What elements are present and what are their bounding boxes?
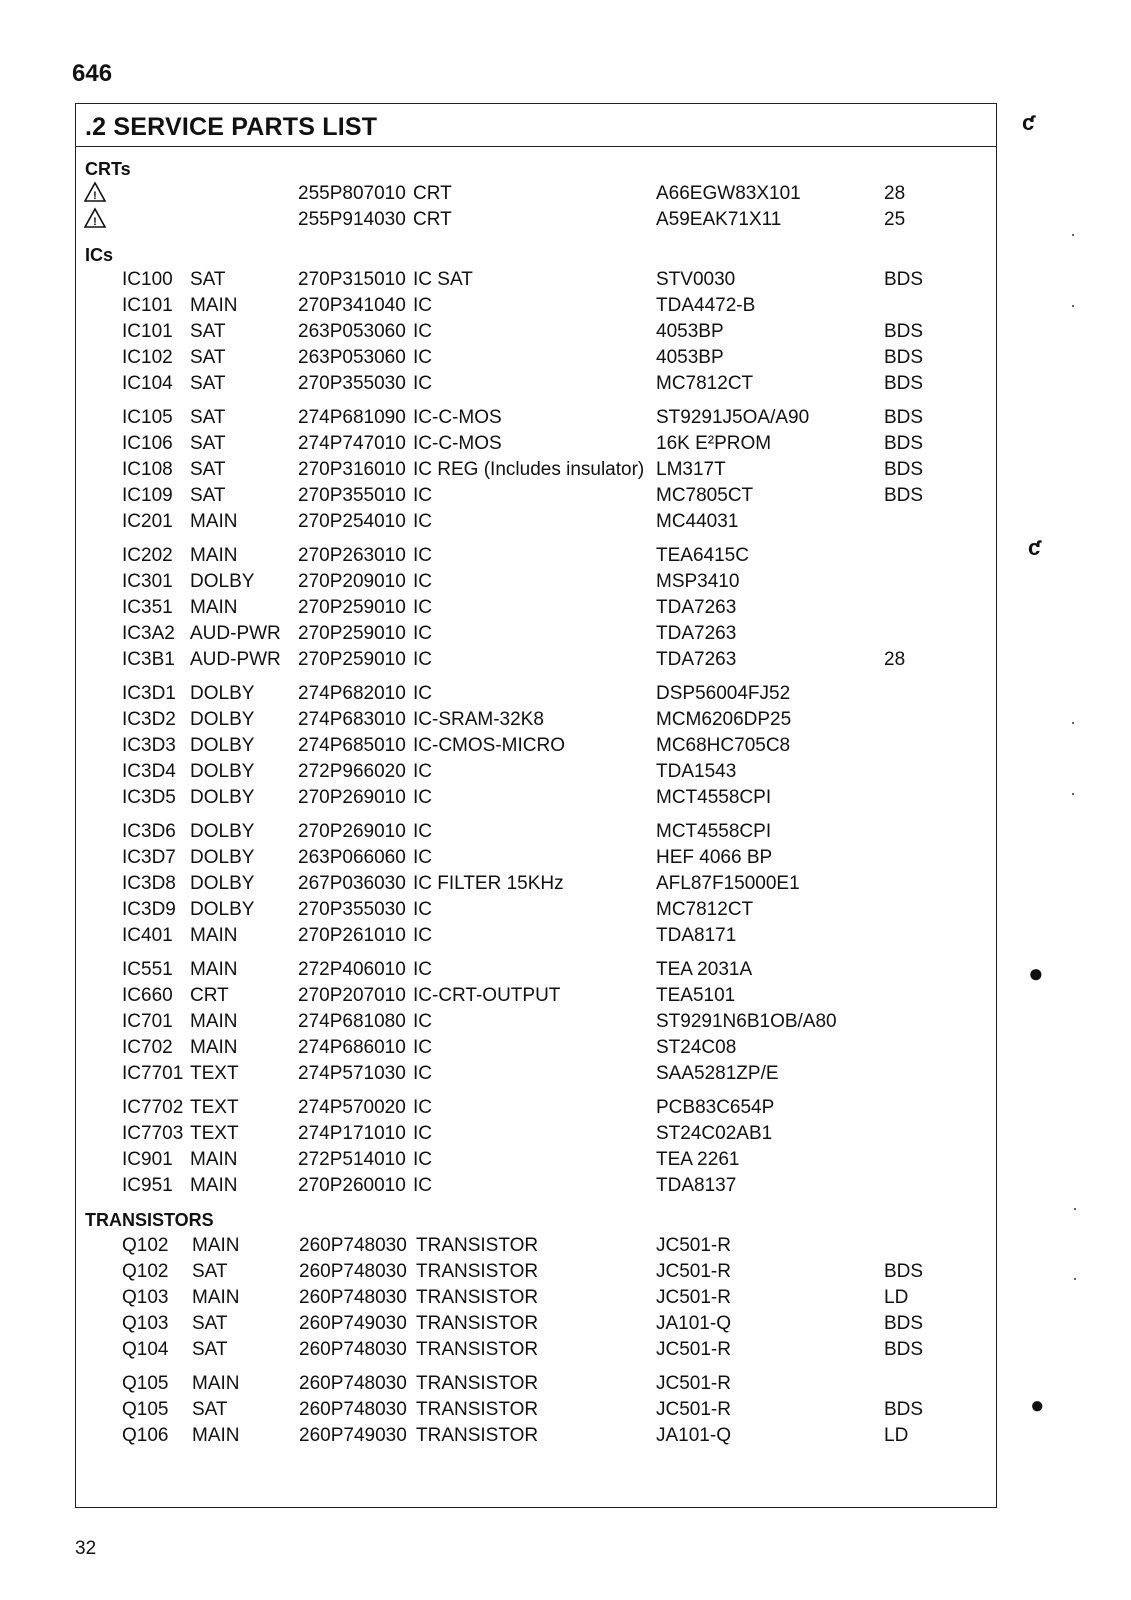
device-type: MCT4558CPI [656, 821, 772, 842]
device-type: STV0030 [656, 269, 736, 290]
note-code: BDS [884, 1313, 924, 1334]
reference-designator: IC702 [122, 1037, 173, 1058]
reference-designator: IC105 [122, 407, 173, 428]
reference-designator: IC109 [122, 485, 173, 506]
reference-designator: Q102 [122, 1235, 169, 1256]
device-type: TDA8137 [656, 1175, 737, 1196]
reference-designator: IC3D4 [122, 761, 176, 782]
parts-list-frame [75, 103, 997, 1508]
device-type: MC68HC705C8 [656, 735, 791, 756]
note-code: BDS [884, 347, 924, 368]
part-description: IC [413, 623, 432, 644]
svg-text:!: ! [93, 216, 97, 228]
board-name: SAT [190, 373, 226, 394]
part-number: 263P053060 [298, 347, 406, 368]
device-type: A59EAK71X11 [656, 209, 782, 230]
part-number: 270P341040 [298, 295, 406, 316]
ics-row [76, 959, 996, 983]
part-number: 274P681090 [298, 407, 406, 428]
board-name: DOLBY [190, 735, 255, 756]
part-number: 270P259010 [298, 623, 406, 644]
note-code: 25 [884, 209, 906, 230]
part-number: 274P685010 [298, 735, 406, 756]
ics-row [76, 545, 996, 569]
board-name: DOLBY [190, 709, 255, 730]
note-code: BDS [884, 407, 924, 428]
board-name: SAT [192, 1313, 228, 1334]
ics-row [76, 407, 996, 431]
part-description: IC [413, 1063, 432, 1084]
note-code: BDS [884, 485, 924, 506]
part-number: 270P259010 [298, 649, 406, 670]
part-description: TRANSISTOR [416, 1261, 539, 1282]
device-type: TDA4472-B [656, 295, 756, 316]
part-description: IC REG (Includes insulator) [413, 459, 645, 480]
device-type: AFL87F15000E1 [656, 873, 800, 894]
board-name: TEXT [190, 1123, 239, 1144]
board-name: DOLBY [190, 899, 255, 920]
device-type: SAA5281ZP/E [656, 1063, 779, 1084]
device-type: JC501-R [656, 1287, 731, 1308]
board-name: MAIN [192, 1425, 240, 1446]
board-name: DOLBY [190, 873, 255, 894]
part-number: 272P966020 [298, 761, 406, 782]
board-name: DOLBY [190, 787, 255, 808]
device-type: JA101-Q [656, 1313, 731, 1334]
binder-hole-mark: ● [1028, 958, 1044, 988]
transistors-row [76, 1373, 996, 1397]
reference-designator: IC202 [122, 545, 173, 566]
part-number: 274P171010 [298, 1123, 406, 1144]
device-type: TDA7263 [656, 597, 737, 618]
board-name: MAIN [190, 1037, 238, 1058]
ics-heading: ICs [85, 245, 114, 265]
board-name: MAIN [190, 511, 238, 532]
title-bar [76, 104, 996, 147]
part-description: IC [413, 899, 432, 920]
scan-speck [1072, 305, 1074, 307]
board-name: DOLBY [190, 571, 255, 592]
part-number: 260P748030 [299, 1235, 407, 1256]
device-type: JC501-R [656, 1339, 731, 1360]
reference-designator: IC3B1 [122, 649, 175, 670]
transistors-row [76, 1287, 996, 1311]
device-type: HEF 4066 BP [656, 847, 773, 868]
ics-row [76, 623, 996, 647]
board-name: SAT [192, 1339, 228, 1360]
part-number: 260P748030 [299, 1399, 407, 1420]
device-type: JC501-R [656, 1399, 731, 1420]
part-number: 270P259010 [298, 597, 406, 618]
device-type: PCB83C654P [656, 1097, 775, 1118]
part-number: 260P749030 [299, 1425, 407, 1446]
reference-designator: IC100 [122, 269, 173, 290]
ics-row [76, 571, 996, 595]
part-description: IC [413, 1011, 432, 1032]
transistors-row [76, 1261, 996, 1285]
reference-designator: IC3D1 [122, 683, 176, 704]
crts-row [76, 209, 996, 233]
device-type: 4053BP [656, 347, 724, 368]
board-name: MAIN [192, 1235, 240, 1256]
reference-designator: IC104 [122, 373, 173, 394]
part-number: 270P260010 [298, 1175, 406, 1196]
device-type: MCM6206DP25 [656, 709, 792, 730]
reference-designator: Q105 [122, 1373, 169, 1394]
part-description: TRANSISTOR [416, 1399, 539, 1420]
part-description: IC-CMOS-MICRO [413, 735, 565, 756]
part-description: IC SAT [413, 269, 473, 290]
part-number: 270P316010 [298, 459, 406, 480]
reference-designator: IC108 [122, 459, 173, 480]
part-description: IC [413, 295, 432, 316]
board-name: MAIN [190, 959, 238, 980]
reference-designator: IC660 [122, 985, 173, 1006]
reference-designator: IC3D9 [122, 899, 176, 920]
board-name: SAT [190, 433, 226, 454]
part-number: 274P682010 [298, 683, 406, 704]
crts-heading: CRTs [85, 159, 131, 179]
device-type: TEA5101 [656, 985, 736, 1006]
ics-row [76, 269, 996, 293]
device-type: MC7812CT [656, 899, 754, 920]
device-type: DSP56004FJ52 [656, 683, 791, 704]
board-name: SAT [190, 485, 226, 506]
binder-hole-mark: ƈ [1028, 535, 1041, 560]
part-description: CRT [413, 183, 452, 204]
part-number: 270P355010 [298, 485, 406, 506]
part-description: IC-C-MOS [413, 407, 502, 428]
device-type: MC7812CT [656, 373, 754, 394]
part-description: IC [413, 683, 432, 704]
part-description: IC-CRT-OUTPUT [413, 985, 561, 1006]
note-code: LD [884, 1425, 909, 1446]
reference-designator: IC7702 [122, 1097, 184, 1118]
reference-designator: IC101 [122, 321, 173, 342]
part-number: 274P570020 [298, 1097, 406, 1118]
board-name: SAT [190, 321, 226, 342]
device-type: TEA6415C [656, 545, 749, 566]
binder-hole-mark: ƈ [1022, 110, 1035, 135]
part-description: CRT [413, 209, 452, 230]
part-description: TRANSISTOR [416, 1373, 539, 1394]
part-number: 274P683010 [298, 709, 406, 730]
part-number: 260P748030 [299, 1261, 407, 1282]
reference-designator: IC7701 [122, 1063, 184, 1084]
device-type: LM317T [656, 459, 726, 480]
part-description: IC-SRAM-32K8 [413, 709, 544, 730]
ics-row [76, 1063, 996, 1087]
part-number: 274P747010 [298, 433, 406, 454]
reference-designator: Q105 [122, 1399, 169, 1420]
ics-row [76, 787, 996, 811]
part-description: IC [413, 649, 432, 670]
part-number: 263P066060 [298, 847, 406, 868]
reference-designator: Q103 [122, 1313, 169, 1334]
reference-designator: Q104 [122, 1339, 169, 1360]
part-description: IC [413, 821, 432, 842]
board-name: DOLBY [190, 821, 255, 842]
part-description: IC [413, 925, 432, 946]
note-code: BDS [884, 321, 924, 342]
warning-triangle-icon [84, 181, 106, 203]
board-name: TEXT [190, 1063, 239, 1084]
board-name: MAIN [190, 597, 238, 618]
ics-row [76, 683, 996, 707]
board-name: SAT [190, 269, 226, 290]
warning-triangle-icon [84, 207, 106, 229]
board-name: MAIN [190, 1149, 238, 1170]
device-type: TEA 2031A [656, 959, 753, 980]
ics-row [76, 1175, 996, 1199]
transistors-row [76, 1313, 996, 1337]
reference-designator: IC3D3 [122, 735, 176, 756]
ics-row [76, 821, 996, 845]
part-description: IC [413, 545, 432, 566]
reference-designator: IC3D6 [122, 821, 176, 842]
part-number: 274P686010 [298, 1037, 406, 1058]
board-name: MAIN [190, 925, 238, 946]
part-number: 270P254010 [298, 511, 406, 532]
board-name: SAT [190, 407, 226, 428]
part-number: 272P406010 [298, 959, 406, 980]
part-number: 267P036030 [298, 873, 406, 894]
part-description: TRANSISTOR [416, 1313, 539, 1334]
board-name: MAIN [190, 545, 238, 566]
ics-row [76, 1149, 996, 1173]
device-type: TDA8171 [656, 925, 737, 946]
part-description: IC [413, 1097, 432, 1118]
reference-designator: IC201 [122, 511, 173, 532]
board-name: AUD-PWR [190, 623, 281, 644]
reference-designator: IC101 [122, 295, 173, 316]
part-number: 270P269010 [298, 821, 406, 842]
board-name: MAIN [190, 1175, 238, 1196]
transistors-heading: TRANSISTORS [85, 1210, 214, 1230]
ics-row [76, 847, 996, 871]
part-description: TRANSISTOR [416, 1235, 539, 1256]
scan-speck [1074, 1278, 1076, 1280]
board-name: TEXT [190, 1097, 239, 1118]
part-number: 270P209010 [298, 571, 406, 592]
board-name: MAIN [192, 1287, 240, 1308]
note-code: BDS [884, 1339, 924, 1360]
device-type: 16K E²PROM [656, 433, 772, 454]
ics-row [76, 295, 996, 319]
note-code: BDS [884, 1399, 924, 1420]
board-name: DOLBY [190, 761, 255, 782]
part-description: IC [413, 485, 432, 506]
part-description: IC [413, 761, 432, 782]
part-number: 270P261010 [298, 925, 406, 946]
part-number: 260P748030 [299, 1339, 407, 1360]
ics-row [76, 649, 996, 673]
ics-row [76, 1011, 996, 1035]
part-description: IC [413, 847, 432, 868]
reference-designator: IC951 [122, 1175, 173, 1196]
reference-designator: IC3D5 [122, 787, 176, 808]
part-number: 272P514010 [298, 1149, 406, 1170]
note-code: BDS [884, 433, 924, 454]
note-code: 28 [884, 649, 906, 670]
ics-row [76, 485, 996, 509]
part-number: 270P263010 [298, 545, 406, 566]
part-number: 260P748030 [299, 1373, 407, 1394]
part-number: 274P681080 [298, 1011, 406, 1032]
scan-speck [1074, 1208, 1076, 1210]
crts-row [76, 183, 996, 207]
reference-designator: IC901 [122, 1149, 173, 1170]
note-code: BDS [884, 1261, 924, 1282]
note-code: LD [884, 1287, 909, 1308]
part-description: IC [413, 571, 432, 592]
part-number: 255P914030 [298, 209, 406, 230]
device-type: MC7805CT [656, 485, 754, 506]
ics-row [76, 761, 996, 785]
ics-row [76, 735, 996, 759]
reference-designator: IC301 [122, 571, 173, 592]
board-name: DOLBY [190, 683, 255, 704]
board-name: MAIN [190, 1011, 238, 1032]
board-name: AUD-PWR [190, 649, 281, 670]
ics-row [76, 985, 996, 1009]
note-code: 28 [884, 183, 906, 204]
ics-row [76, 709, 996, 733]
reference-designator: IC102 [122, 347, 173, 368]
board-name: SAT [190, 347, 226, 368]
part-description: IC-C-MOS [413, 433, 502, 454]
part-description: IC [413, 511, 432, 532]
part-description: IC [413, 347, 432, 368]
part-number: 260P749030 [299, 1313, 407, 1334]
device-type: MCT4558CPI [656, 787, 772, 808]
transistors-row [76, 1399, 996, 1423]
reference-designator: IC3A2 [122, 623, 175, 644]
part-number: 270P315010 [298, 269, 406, 290]
part-number: 270P355030 [298, 373, 406, 394]
part-number: 255P807010 [298, 183, 406, 204]
note-code: BDS [884, 269, 924, 290]
device-type: A66EGW83X101 [656, 183, 801, 204]
transistors-row [76, 1339, 996, 1363]
board-name: MAIN [192, 1373, 240, 1394]
scan-speck [1072, 722, 1074, 724]
part-description: IC [413, 1123, 432, 1144]
ics-row [76, 373, 996, 397]
binder-hole-mark: ● [1030, 1392, 1045, 1419]
ics-row [76, 873, 996, 897]
part-description: TRANSISTOR [416, 1339, 539, 1360]
ics-row [76, 899, 996, 923]
device-type: TDA7263 [656, 649, 737, 670]
device-type: ST24C08 [656, 1037, 737, 1058]
board-name: DOLBY [190, 847, 255, 868]
part-number: 260P748030 [299, 1287, 407, 1308]
reference-designator: Q102 [122, 1261, 169, 1282]
part-description: IC [413, 597, 432, 618]
reference-designator: IC401 [122, 925, 173, 946]
reference-designator: IC701 [122, 1011, 173, 1032]
part-description: IC FILTER 15KHz [413, 873, 564, 894]
scan-speck [1072, 234, 1074, 236]
part-description: IC [413, 1037, 432, 1058]
part-number: 270P269010 [298, 787, 406, 808]
device-type: JC501-R [656, 1261, 731, 1282]
ics-row [76, 1037, 996, 1061]
ics-row [76, 1123, 996, 1147]
note-code: BDS [884, 373, 924, 394]
part-description: IC [413, 1149, 432, 1170]
device-type: JC501-R [656, 1373, 731, 1394]
reference-designator: Q103 [122, 1287, 169, 1308]
reference-designator: IC3D7 [122, 847, 176, 868]
reference-designator: IC7703 [122, 1123, 184, 1144]
device-type: 4053BP [656, 321, 724, 342]
ics-row [76, 1097, 996, 1121]
device-type: ST24C02AB1 [656, 1123, 773, 1144]
ics-row [76, 433, 996, 457]
board-name: SAT [192, 1399, 228, 1420]
device-type: ST9291N6B1OB/A80 [656, 1011, 837, 1032]
device-type: ST9291J5OA/A90 [656, 407, 810, 428]
part-description: TRANSISTOR [416, 1287, 539, 1308]
board-name: SAT [192, 1261, 228, 1282]
reference-designator: IC351 [122, 597, 173, 618]
board-name: SAT [190, 459, 226, 480]
part-description: IC [413, 787, 432, 808]
part-description: IC [413, 321, 432, 342]
scan-speck [1072, 793, 1074, 795]
reference-designator: IC551 [122, 959, 173, 980]
model-number: 646 [72, 60, 113, 87]
page-number: 32 [75, 1538, 97, 1559]
ics-row [76, 597, 996, 621]
device-type: TDA7263 [656, 623, 737, 644]
part-description: IC [413, 373, 432, 394]
part-number: 270P355030 [298, 899, 406, 920]
part-number: 270P207010 [298, 985, 406, 1006]
reference-designator: IC106 [122, 433, 173, 454]
part-description: TRANSISTOR [416, 1425, 539, 1446]
ics-row [76, 459, 996, 483]
svg-text:!: ! [93, 190, 97, 202]
ics-row [76, 511, 996, 535]
transistors-row [76, 1235, 996, 1259]
reference-designator: IC3D2 [122, 709, 176, 730]
device-type: JC501-R [656, 1235, 731, 1256]
ics-row [76, 347, 996, 371]
transistors-row [76, 1425, 996, 1449]
device-type: TEA 2261 [656, 1149, 740, 1170]
device-type: JA101-Q [656, 1425, 731, 1446]
reference-designator: IC3D8 [122, 873, 176, 894]
part-number: 263P053060 [298, 321, 406, 342]
device-type: MC44031 [656, 511, 739, 532]
reference-designator: Q106 [122, 1425, 169, 1446]
part-number: 274P571030 [298, 1063, 406, 1084]
ics-row [76, 925, 996, 949]
device-type: MSP3410 [656, 571, 740, 592]
part-description: IC [413, 959, 432, 980]
ics-row [76, 321, 996, 345]
note-code: BDS [884, 459, 924, 480]
part-description: IC [413, 1175, 432, 1196]
board-name: CRT [190, 985, 229, 1006]
board-name: MAIN [190, 295, 238, 316]
device-type: TDA1543 [656, 761, 737, 782]
page-title: .2 SERVICE PARTS LIST [85, 113, 378, 141]
